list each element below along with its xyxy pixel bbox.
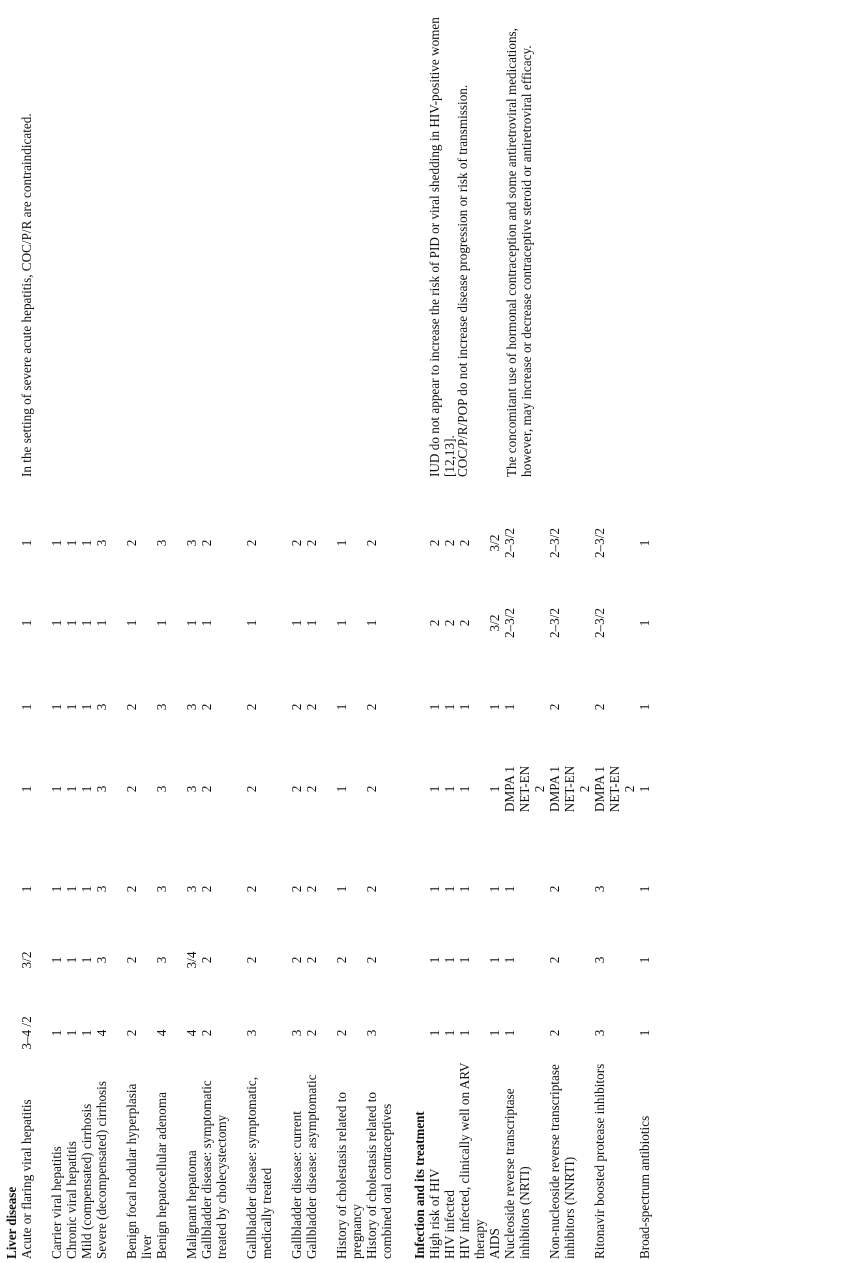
value-cell: 2 — [427, 539, 442, 547]
value-cell: 1 — [364, 619, 379, 627]
value-cell: 1 — [19, 619, 34, 627]
comment-cell: IUD do not appear to increase the risk of PID or viral shedding in HIV-positive women [12,13]. — [427, 17, 457, 477]
comment-cell: In the setting of severe acute hepatitis, COC/P/R are contraindicated. — [19, 113, 34, 477]
value-cell: 1 — [442, 885, 457, 893]
value-cell: 1 — [637, 1029, 652, 1037]
value-cell: 1 — [457, 785, 472, 793]
value-cell: 2 — [124, 539, 139, 547]
value-cell: 2 — [124, 1029, 139, 1037]
value-cell: 1 — [637, 703, 652, 711]
value-cell: 1 — [637, 885, 652, 893]
value-cell: 1 — [94, 619, 109, 627]
value-cell: 2 — [364, 956, 379, 964]
value-cell: 1 — [154, 619, 169, 627]
value-cell: 2 — [124, 956, 139, 964]
value-cell: 3 — [364, 1029, 379, 1037]
condition-cell: Gallbladder disease: asymptomatic — [304, 1074, 319, 1259]
value-cell: 1 — [502, 885, 517, 893]
value-cell: 2 — [289, 885, 304, 893]
value-cell: DMPA 1 NET-EN 2 — [592, 765, 637, 813]
condition-cell: Nucleoside reverse transcriptase inhibitors (NRTI) — [502, 1088, 532, 1259]
condition-cell: High risk of HIV — [427, 1168, 442, 1259]
value-cell: 1 — [19, 703, 34, 711]
value-cell: 1 — [637, 785, 652, 793]
value-cell: 1 — [49, 619, 64, 627]
value-cell: 1 — [79, 619, 94, 627]
value-cell: 1 — [19, 539, 34, 547]
value-cell: 2 — [457, 619, 472, 627]
value-cell: 1 — [457, 956, 472, 964]
value-cell: 1 — [184, 619, 199, 627]
value-cell: 1 — [304, 619, 319, 627]
value-cell: 1 — [19, 785, 34, 793]
value-cell: 3 — [154, 785, 169, 793]
value-cell: 3/2 — [487, 534, 502, 552]
value-cell: 1 — [64, 703, 79, 711]
value-cell: 1 — [19, 885, 34, 893]
condition-cell: Severe (decompensated) cirrhosis — [94, 1081, 109, 1259]
value-cell: 2 — [289, 539, 304, 547]
value-cell: 1 — [79, 703, 94, 711]
value-cell: 1 — [487, 785, 502, 793]
value-cell: 3 — [184, 703, 199, 711]
value-cell: 1 — [427, 1029, 442, 1037]
value-cell: 2–3/2 — [502, 527, 517, 559]
value-cell: 2 — [244, 956, 259, 964]
value-cell: 4 — [94, 1029, 109, 1037]
value-cell: 3 — [244, 1029, 259, 1037]
condition-cell: Broad-spectrum antibiotics — [637, 1115, 652, 1259]
value-cell: 1 — [637, 956, 652, 964]
value-cell: 2 — [304, 785, 319, 793]
value-cell: 1 — [64, 619, 79, 627]
value-cell: 2 — [244, 785, 259, 793]
value-cell: 3 — [94, 785, 109, 793]
value-cell: 1 — [49, 1029, 64, 1037]
value-cell: 2 — [547, 885, 562, 893]
value-cell: 1 — [49, 785, 64, 793]
value-cell: 2 — [364, 785, 379, 793]
value-cell: 1 — [442, 1029, 457, 1037]
value-cell: 1 — [457, 885, 472, 893]
value-cell: 3 — [184, 885, 199, 893]
value-cell: DMPA 1 NET-EN 2 — [502, 765, 547, 813]
value-cell: 3 — [94, 956, 109, 964]
value-cell: 1 — [79, 956, 94, 964]
value-cell: 2–3/2 — [502, 607, 517, 639]
value-cell: 1 — [64, 539, 79, 547]
value-cell: 4 — [154, 1029, 169, 1037]
condition-cell: History of cholestasis related to combined oral contraceptives — [364, 1091, 394, 1259]
value-cell: 3 — [154, 703, 169, 711]
value-cell: 2 — [289, 956, 304, 964]
section-heading-infection: Infection and its treatment — [412, 1111, 427, 1259]
condition-cell: Mild (compensated) cirrhosis — [79, 1103, 94, 1259]
value-cell: 1 — [427, 703, 442, 711]
value-cell: 2 — [592, 703, 607, 711]
value-cell: 2 — [244, 703, 259, 711]
value-cell: 1 — [487, 885, 502, 893]
value-cell: 2 — [289, 703, 304, 711]
value-cell: 2 — [442, 619, 457, 627]
value-cell: 1 — [442, 703, 457, 711]
value-cell: 1 — [427, 785, 442, 793]
value-cell: 2 — [304, 539, 319, 547]
value-cell: 3/2 — [19, 951, 34, 969]
value-cell: 1 — [334, 785, 349, 793]
value-cell: 1 — [49, 539, 64, 547]
value-cell: 3 — [592, 956, 607, 964]
value-cell: 3 — [592, 885, 607, 893]
value-cell: 3 — [154, 885, 169, 893]
value-cell: 1 — [49, 956, 64, 964]
value-cell: 3 — [184, 785, 199, 793]
value-cell: 1 — [334, 703, 349, 711]
value-cell: 2 — [289, 785, 304, 793]
value-cell: 2 — [244, 885, 259, 893]
value-cell: 1 — [502, 703, 517, 711]
section-heading-liver-disease: Liver disease — [4, 1186, 19, 1259]
value-cell: 2 — [547, 703, 562, 711]
value-cell: 1 — [79, 885, 94, 893]
value-cell: 1 — [442, 785, 457, 793]
value-cell: 2–3/2 — [547, 527, 562, 559]
value-cell: 3 — [94, 885, 109, 893]
condition-cell: Gallbladder disease: symptomatic, medically treated — [244, 1076, 274, 1259]
value-cell: 2 — [244, 539, 259, 547]
value-cell: 2 — [304, 956, 319, 964]
value-cell: 1 — [502, 1029, 517, 1037]
value-cell: 2 — [124, 885, 139, 893]
value-cell: 1 — [457, 703, 472, 711]
value-cell: 2 — [199, 539, 214, 547]
value-cell: 2 — [364, 539, 379, 547]
condition-cell: HIV infected, clinically well on ARV therapy — [457, 1062, 487, 1259]
condition-cell: Acute or flaring viral hepatitis — [19, 1099, 34, 1259]
value-cell: 3/2 — [487, 614, 502, 632]
condition-cell: History of cholestasis related to pregnancy — [334, 1091, 364, 1259]
value-cell: 1 — [64, 885, 79, 893]
value-cell: 1 — [487, 1029, 502, 1037]
value-cell: 1 — [49, 703, 64, 711]
value-cell: 3 — [94, 703, 109, 711]
value-cell: 2–3/2 — [547, 607, 562, 639]
value-cell: 1 — [79, 1029, 94, 1037]
condition-cell: Non-nucleoside reverse transcriptase inhibitors (NNRTI) — [547, 1064, 577, 1259]
value-cell: 1 — [79, 539, 94, 547]
value-cell: 2 — [334, 1029, 349, 1037]
condition-cell: Chronic viral hepatitis — [64, 1141, 79, 1259]
value-cell: 1 — [64, 1029, 79, 1037]
condition-cell: HIV infected — [442, 1190, 457, 1259]
value-cell: 3 — [94, 539, 109, 547]
value-cell: 1 — [427, 885, 442, 893]
value-cell: 2 — [304, 1029, 319, 1037]
value-cell: 1 — [199, 619, 214, 627]
value-cell: 1 — [637, 619, 652, 627]
value-cell: 1 — [334, 885, 349, 893]
value-cell: 1 — [79, 785, 94, 793]
value-cell: 3 — [592, 1029, 607, 1037]
condition-cell: Ritonavir boosted protease inhibitors — [592, 1063, 607, 1259]
value-cell: 2 — [304, 885, 319, 893]
value-cell: 1 — [49, 885, 64, 893]
value-cell: 1 — [289, 619, 304, 627]
value-cell: 4 — [184, 1029, 199, 1037]
value-cell: 2 — [547, 956, 562, 964]
value-cell: 2–3/2 — [592, 607, 607, 639]
value-cell: 2 — [547, 1029, 562, 1037]
condition-cell: AIDS — [487, 1228, 502, 1259]
value-cell: 2 — [124, 785, 139, 793]
value-cell: 2 — [457, 539, 472, 547]
value-cell: 1 — [124, 619, 139, 627]
condition-cell: Carrier viral hepatitis — [49, 1146, 64, 1259]
value-cell: 1 — [334, 619, 349, 627]
value-cell: 1 — [427, 956, 442, 964]
condition-cell: Benign focal nodular hyperplasia liver — [124, 1083, 154, 1259]
value-cell: 2 — [199, 703, 214, 711]
value-cell: 1 — [487, 956, 502, 964]
value-cell: 2 — [364, 885, 379, 893]
value-cell: 1 — [502, 956, 517, 964]
condition-cell: Gallbladder disease: current — [289, 1111, 304, 1259]
value-cell: 2 — [199, 785, 214, 793]
value-cell: 1 — [442, 956, 457, 964]
condition-cell: Benign hepatocellular adenoma — [154, 1092, 169, 1259]
value-cell: 2 — [304, 703, 319, 711]
value-cell: 2 — [124, 703, 139, 711]
value-cell: 3 — [154, 956, 169, 964]
value-cell: 2 — [364, 703, 379, 711]
value-cell: 2 — [199, 956, 214, 964]
value-cell: DMPA 1 NET-EN 2 — [547, 765, 592, 813]
value-cell: 1 — [64, 956, 79, 964]
value-cell: 3/4 — [184, 951, 199, 969]
value-cell: 3 — [289, 1029, 304, 1037]
value-cell: 1 — [487, 703, 502, 711]
value-cell: 1 — [334, 539, 349, 547]
value-cell: 2 — [427, 619, 442, 627]
condition-cell: Gallbladder disease: symptomatic treated by cholecystectomy — [199, 1080, 229, 1259]
value-cell: 1 — [244, 619, 259, 627]
value-cell: 1 — [64, 785, 79, 793]
value-cell: 2 — [334, 956, 349, 964]
value-cell: 1 — [457, 1029, 472, 1037]
value-cell: 3 — [184, 539, 199, 547]
value-cell: 1 — [637, 539, 652, 547]
value-cell: 2 — [442, 539, 457, 547]
value-cell: 2–3/2 — [592, 527, 607, 559]
condition-cell: Malignant hepatoma — [184, 1150, 199, 1259]
value-cell: 3–4 /2 — [19, 1016, 34, 1050]
value-cell: 2 — [199, 885, 214, 893]
value-cell: 3 — [154, 539, 169, 547]
comment-cell: COC/P/R/POP do not increase disease progression or risk of transmission. — [455, 84, 470, 477]
value-cell: 2 — [199, 1029, 214, 1037]
comment-cell: The concomitant use of hormonal contraception and some antiretroviral medications, however, may increase or decrease contraceptive steroid or antiretroviral efficacy. — [504, 28, 534, 477]
